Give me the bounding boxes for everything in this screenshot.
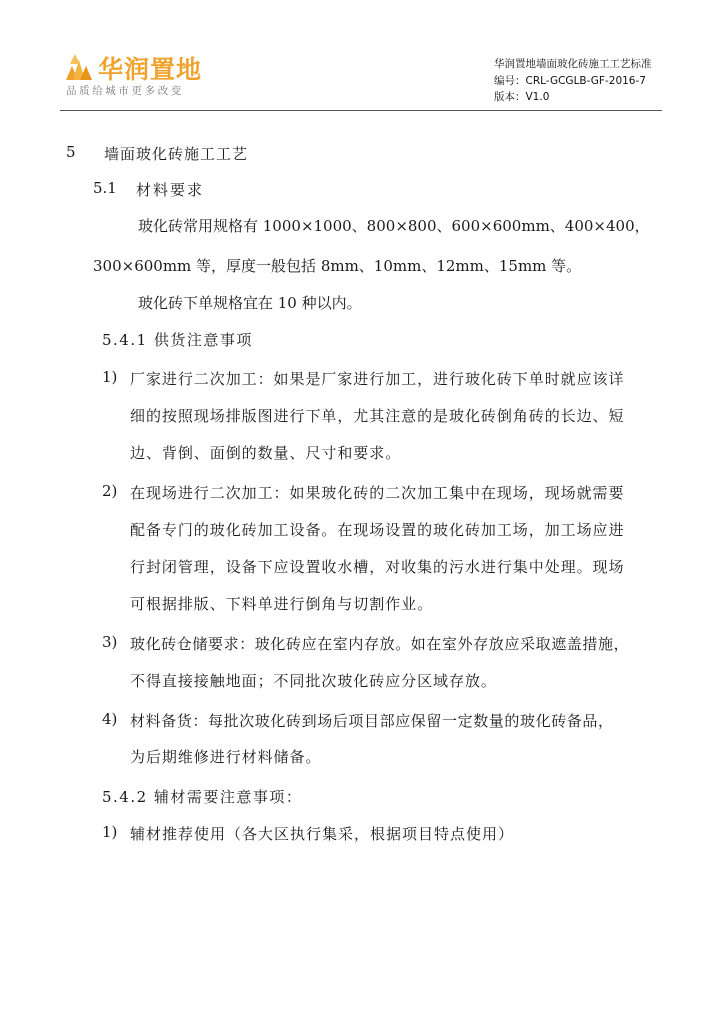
logo-slogan: 品质给城市更多改变 [66, 85, 184, 97]
header-divider [60, 110, 662, 111]
list-item-line: 配备专门的玻化砖加工设备。在现场设置的玻化砖加工场，加工场应进 [130, 521, 625, 539]
company-logo [66, 52, 214, 100]
list-item-line: 玻化砖仓储要求：玻化砖应在室内存放。如在室外存放应采取遮盖措施， [130, 635, 630, 653]
list-item-line: 材料备货：每批次玻化砖到场后项目部应保留一定数量的玻化砖备品， [130, 712, 614, 730]
list-item-number: 2) [102, 482, 118, 500]
list-item-line: 辅材推荐使用（各大区执行集采，根据项目特点使用） [130, 825, 515, 843]
list-item-line: 边、背倒、面倒的数量、尺寸和要求。 [130, 444, 402, 462]
document-meta [494, 56, 652, 106]
list-item-line: 在现场进行二次加工：如果玻化砖的二次加工集中在现场，现场就需要 [130, 484, 625, 502]
list-item-number: 4) [102, 710, 118, 728]
doc-number: 编号：CRL-GCGLB-GF-2016-7 [494, 74, 646, 87]
section-number: 5 [66, 143, 76, 161]
subsection-5-4-2: 5.4.2 辅材需要注意事项： [102, 788, 303, 806]
list-item-line: 不得直接接触地面；不同批次玻化砖应分区域存放。 [130, 672, 497, 690]
subsection-5-4-1: 5.4.1 供货注意事项 [102, 331, 253, 349]
list-item-number: 1) [102, 823, 118, 841]
logo-text: 华润置地 [98, 55, 203, 84]
paragraph-spec-limit: 玻化砖下单规格宜在 10 种以内。 [138, 294, 362, 312]
list-item-line: 为后期维修进行材料储备。 [130, 748, 322, 766]
list-item-line: 行封闭管理，设备下应设置收水槽，对收集的污水进行集中处理。现场 [130, 558, 625, 576]
list-item-line: 细的按照现场排版图进行下单，尤其注意的是玻化砖倒角砖的长边、短 [130, 407, 625, 425]
list-item-number: 3) [102, 633, 118, 651]
doc-title: 华润置地墙面玻化砖施工工艺标准 [494, 58, 652, 70]
section-title: 墙面玻化砖施工工艺 [104, 145, 249, 163]
paragraph-spec-line1: 玻化砖常用规格有 1000×1000、800×800、600×600mm、400×400， [138, 217, 650, 235]
subsection-title: 材料要求 [136, 181, 205, 199]
page-header [0, 0, 724, 110]
logo-mark-icon [66, 54, 92, 80]
list-item-line: 厂家进行二次加工：如果是厂家进行加工，进行玻化砖下单时就应该详 [130, 370, 625, 388]
subsection-number: 5.1 [93, 179, 117, 197]
paragraph-spec-line2: 300×600mm 等，厚度一般包括 8mm、10mm、12mm、15mm 等。 [93, 257, 582, 275]
list-item-number: 1) [102, 368, 118, 386]
doc-version: 版本：V1.0 [494, 91, 550, 103]
list-item-line: 可根据排版、下料单进行倒角与切割作业。 [130, 595, 434, 613]
